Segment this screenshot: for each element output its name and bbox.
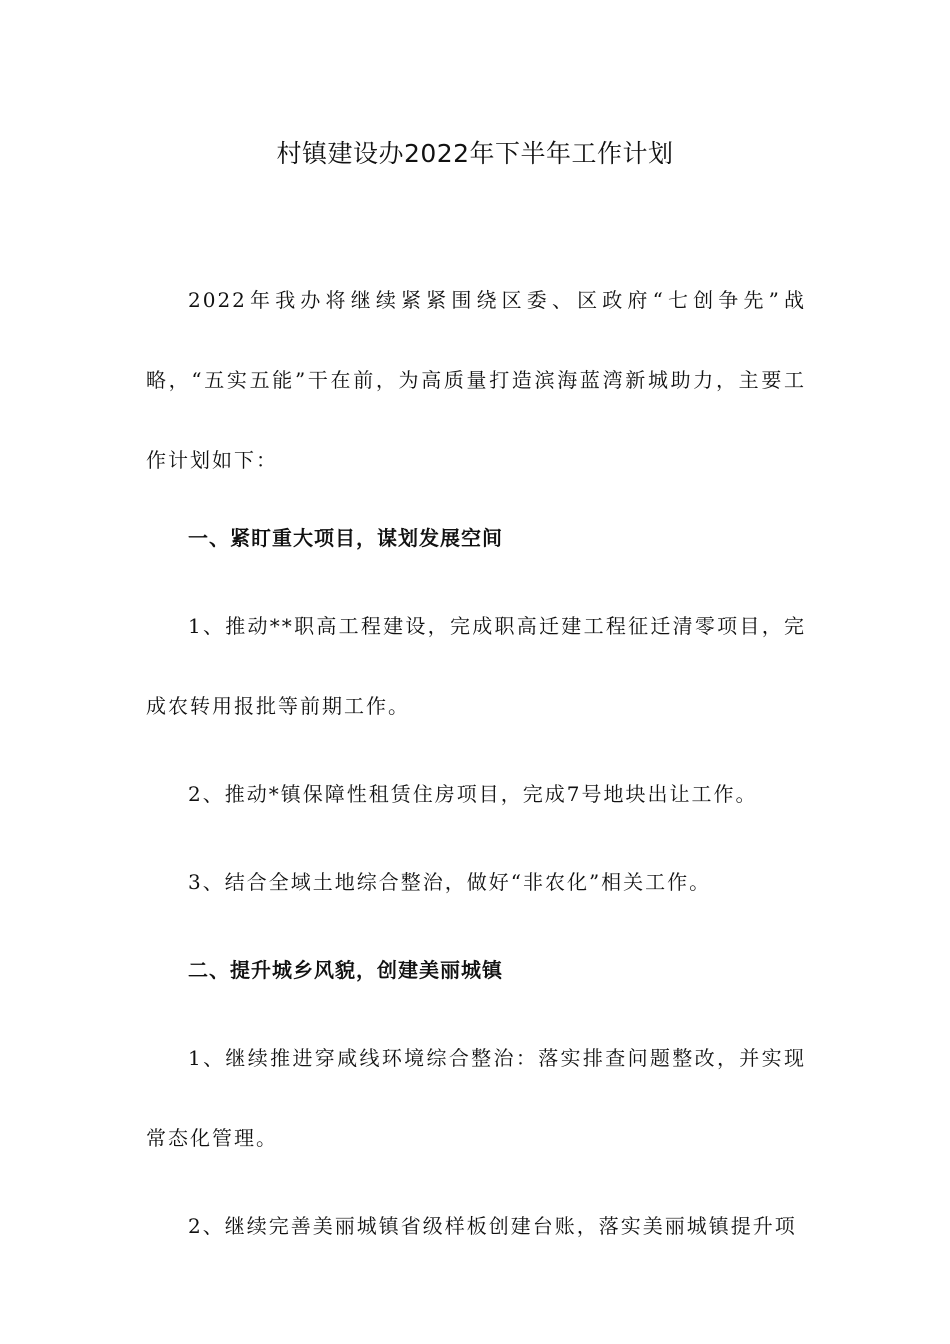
document-title: 村镇建设办2022年下半年工作计划 <box>276 139 674 168</box>
section-2-item-1: 1、继续推进穿咸线环境综合整治：落实排查问题整改，并实现常态化管理。 <box>146 1046 806 1150</box>
intro-paragraph: 2022年我办将继续紧紧围绕区委、区政府“七创争先”战略，“五实五能”干在前，为高质量打造滨海蓝湾新城助力，主要工作计划如下： <box>146 288 806 472</box>
section-1-item-3: 3、结合全域土地综合整治，做好“非农化”相关工作。 <box>188 870 712 894</box>
section-2-item-2: 2、继续完善美丽城镇省级样板创建台账，落实美丽城镇提升项 <box>188 1214 797 1238</box>
section-heading-2: 二、提升城乡风貌，创建美丽城镇 <box>188 958 503 982</box>
section-1-item-2: 2、推动*镇保障性租赁住房项目，完成7号地块出让工作。 <box>188 782 758 806</box>
section-1-item-1: 1、推动**职高工程建设，完成职高迁建工程征迁清零项目，完成农转用报批等前期工作。 <box>146 614 806 718</box>
section-heading-1: 一、紧盯重大项目，谋划发展空间 <box>188 526 503 550</box>
document-body <box>146 260 806 1266</box>
